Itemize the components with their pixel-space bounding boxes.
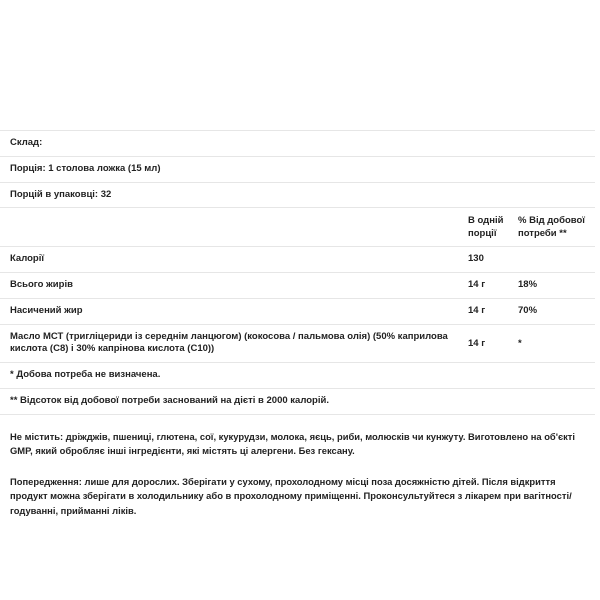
nutrient-name: Насичений жир: [0, 298, 458, 324]
nutrient-amount: 130: [458, 247, 508, 273]
table-row-total-fat: [0, 272, 595, 298]
table-row-serving-size: [0, 156, 595, 182]
row-daily-value: [508, 182, 595, 208]
row-daily-value: [508, 156, 595, 182]
row-amount: [458, 131, 508, 157]
table-row-servings-per-container: [0, 182, 595, 208]
row-label: Порція: 1 столова ложка (15 мл): [0, 156, 458, 182]
nutrient-amount: 14 г: [458, 272, 508, 298]
column-header-name: [0, 208, 458, 247]
table-row-calories: [0, 247, 595, 273]
table-row-footnote-daily-value-not-established: [0, 363, 595, 389]
row-daily-value: [508, 131, 595, 157]
nutrient-name: Всього жирів: [0, 272, 458, 298]
column-header-daily-value: % Від добової потреби **: [508, 208, 595, 247]
footnote-daily-value: [508, 388, 595, 414]
row-label: Склад:: [0, 131, 458, 157]
footnote-text: * Добова потреба не визначена.: [0, 363, 458, 389]
column-header-serving: В одній порції: [458, 208, 508, 247]
footnote-amount: [458, 363, 508, 389]
top-spacer: [0, 0, 600, 130]
row-amount: [458, 156, 508, 182]
additional-info-section: [0, 430, 600, 519]
table-row-saturated-fat: [0, 298, 595, 324]
nutrient-daily-value: [508, 247, 595, 273]
nutrient-name: Калорії: [0, 247, 458, 273]
row-amount: [458, 182, 508, 208]
footnote-text: ** Відсоток від добової потреби заснований на дієті в 2000 калорій.: [0, 388, 458, 414]
footnote-amount: [458, 388, 508, 414]
supplement-facts-table: [0, 130, 595, 415]
table-row-mct-oil: [0, 324, 595, 363]
nutrient-daily-value: 18%: [508, 272, 595, 298]
table-row-footnote-2000-calorie-diet: [0, 388, 595, 414]
footnote-daily-value: [508, 363, 595, 389]
nutrient-amount: 14 г: [458, 298, 508, 324]
warning-storage-statement: Попередження: лише для дорослих. Зберігати у сухому, прохолодному місці поза досяжністю дітей. Після відкриття продукт можна зберігати в холодильнику або в прохолодному приміщенні. Проконсультуйтеся з лікарем при вагітності/годуванні, прийманні ліків.: [10, 475, 572, 517]
table-row-ingredients-heading: [0, 131, 595, 157]
nutrient-daily-value: *: [508, 324, 595, 363]
nutrient-daily-value: 70%: [508, 298, 595, 324]
nutrient-name: Масло МСТ (тригліцериди із середнім ланцюгом) (кокосова / пальмова олія) (50% каприлова кислота (C8) і 30% капрінова кислота (C10)): [0, 324, 458, 363]
nutrient-amount: 14 г: [458, 324, 508, 363]
table-header-row: [0, 208, 595, 247]
row-label: Порцій в упаковці: 32: [0, 182, 458, 208]
allergen-statement: Не містить: дріжджів, пшениці, глютена, сої, кукурудзи, молока, яєць, риби, молюсків чи кунжуту. Виготовлено на об'єкті GMP, який обробляє інші інгредієнти, які містять ці алергени. Без гексану.: [10, 430, 576, 457]
